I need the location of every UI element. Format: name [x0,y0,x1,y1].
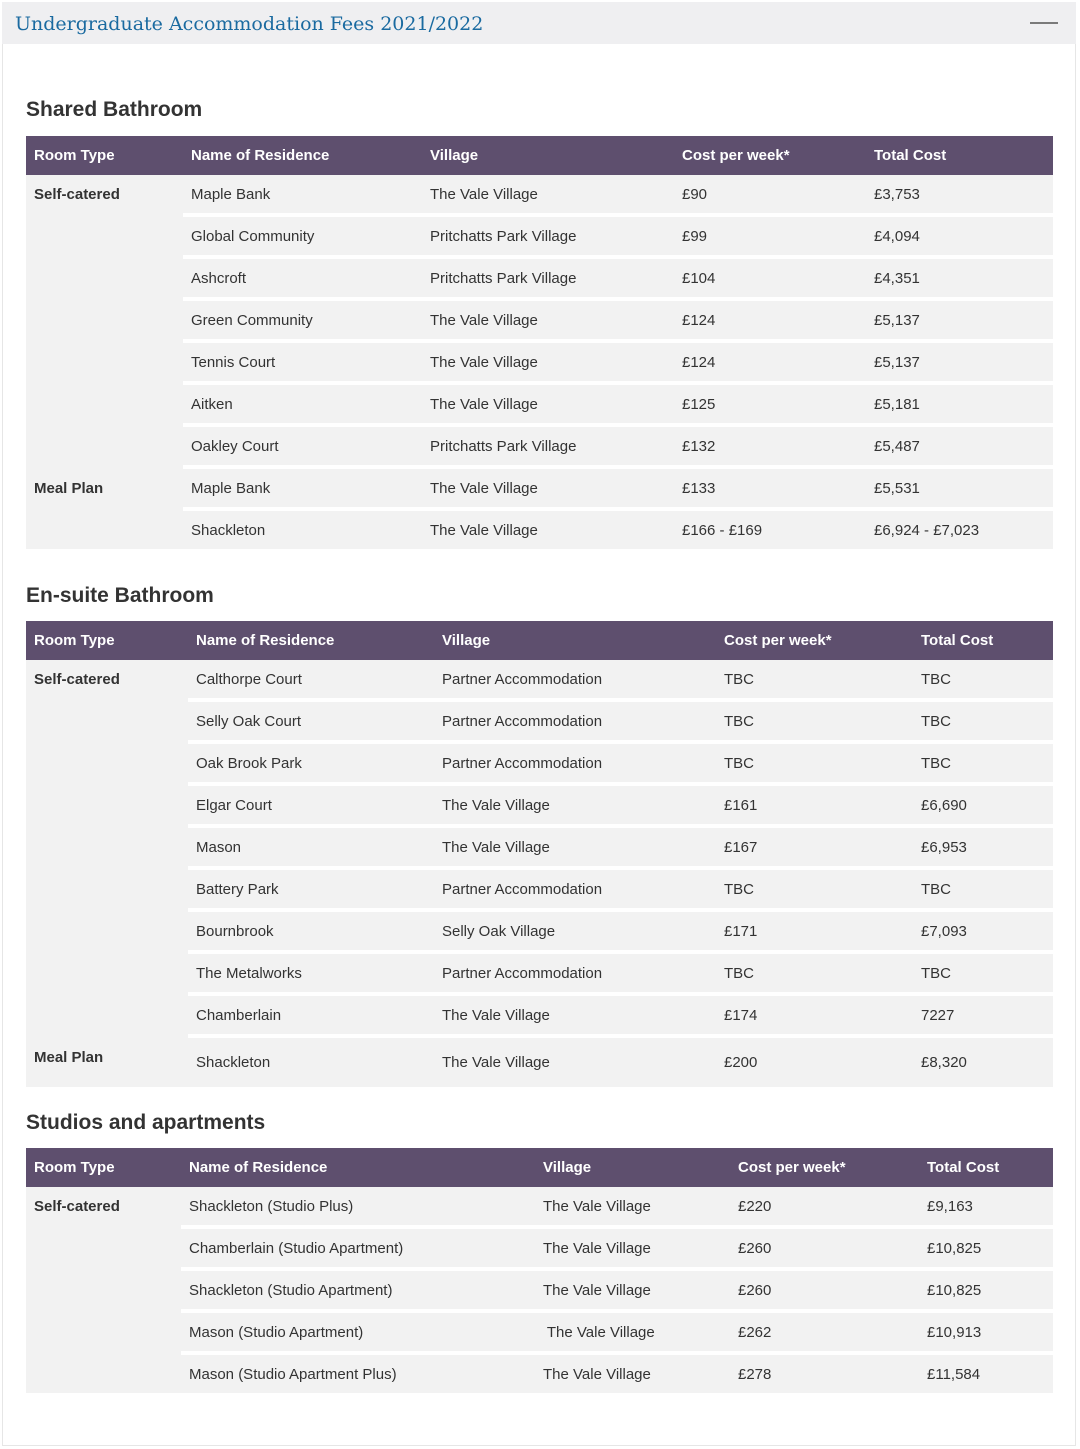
total-cost: £10,825 [919,1229,1053,1271]
cost-per-week: £125 [674,385,866,427]
total-cost: £8,320 [913,1038,1053,1087]
section-title-shared-bathroom: Shared Bathroom [26,98,203,121]
table-row [26,1038,1053,1087]
village-name: Pritchatts Park Village [422,427,674,469]
cost-per-week: TBC [716,744,913,786]
village-name: The Vale Village [422,385,674,427]
residence-name: Mason (Studio Apartment Plus) [181,1355,535,1393]
residence-name: Bournbrook [188,912,434,954]
total-cost: £5,137 [866,301,1053,343]
total-cost: £5,487 [866,427,1053,469]
column-header-village: Village [434,621,716,660]
residence-name: Maple Bank [183,469,422,511]
column-header-total-cost: Total Cost [919,1148,1053,1187]
table-row [26,660,1053,702]
village-name: The Vale Village [422,175,674,217]
column-header-residence: Name of Residence [181,1148,535,1187]
room-type-cell: Meal Plan [26,1038,188,1087]
village-name: Selly Oak Village [434,912,716,954]
section-title-en-suite-bathroom: En-suite Bathroom [26,584,214,607]
cost-per-week: £260 [730,1229,919,1271]
column-header-total-cost: Total Cost [913,621,1053,660]
column-header-cost-per-week: Cost per week* [716,621,913,660]
room-type-cell: Self-catered [26,1187,181,1393]
residence-name: Shackleton [183,511,422,549]
cost-per-week: TBC [716,702,913,744]
cost-per-week: £124 [674,301,866,343]
cost-per-week: £166 - £169 [674,511,866,549]
cost-per-week: £260 [730,1271,919,1313]
total-cost: £5,137 [866,343,1053,385]
cost-per-week: £278 [730,1355,919,1393]
residence-name: Calthorpe Court [188,660,434,702]
cost-per-week: £90 [674,175,866,217]
residence-name: Green Community [183,301,422,343]
total-cost: £3,753 [866,175,1053,217]
village-name: The Vale Village [434,786,716,828]
residence-name: Chamberlain (Studio Apartment) [181,1229,535,1271]
column-header-room-type: Room Type [26,136,183,175]
column-header-cost-per-week: Cost per week* [730,1148,919,1187]
village-name: The Vale Village [422,469,674,511]
residence-name: Global Community [183,217,422,259]
residence-name: Battery Park [188,870,434,912]
village-name: Partner Accommodation [434,870,716,912]
residence-name: Ashcroft [183,259,422,301]
cost-per-week: £132 [674,427,866,469]
cost-per-week: £200 [716,1038,913,1087]
residence-name: Shackleton [188,1038,434,1087]
residence-name: Elgar Court [188,786,434,828]
fees-table-shared-bathroom [26,136,1053,549]
residence-name: Shackleton (Studio Apartment) [181,1271,535,1313]
cost-per-week: £133 [674,469,866,511]
residence-name: Chamberlain [188,996,434,1038]
village-name: The Vale Village [535,1229,730,1271]
fees-table-studios-and-apartments [26,1148,1053,1393]
total-cost: £11,584 [919,1355,1053,1393]
total-cost: TBC [913,702,1053,744]
cost-per-week: £167 [716,828,913,870]
village-name: The Vale Village [434,1038,716,1087]
total-cost: 7227 [913,996,1053,1038]
total-cost: £6,924 - £7,023 [866,511,1053,549]
village-name: Partner Accommodation [434,702,716,744]
cost-per-week: £262 [730,1313,919,1355]
total-cost: TBC [913,660,1053,702]
cost-per-week: £104 [674,259,866,301]
column-header-village: Village [422,136,674,175]
table-row [26,1355,1053,1393]
cost-per-week: £171 [716,912,913,954]
room-type-cell: Self-catered [26,175,183,469]
total-cost: TBC [913,954,1053,996]
village-name: Pritchatts Park Village [422,217,674,259]
residence-name: Oak Brook Park [188,744,434,786]
residence-name: Selly Oak Court [188,702,434,744]
table-row [26,175,1053,217]
village-name: The Vale Village [422,511,674,549]
accordion-header[interactable] [2,2,946,44]
total-cost: £5,531 [866,469,1053,511]
village-name: Partner Accommodation [434,744,716,786]
village-name: The Vale Village [434,828,716,870]
cost-per-week: £99 [674,217,866,259]
village-name: The Vale Village [535,1187,730,1229]
table-row [26,1187,1053,1229]
total-cost: £5,181 [866,385,1053,427]
accordion-title: Undergraduate Accommodation Fees 2021/2022 [15,13,484,35]
cost-per-week: TBC [716,870,913,912]
total-cost: £10,913 [919,1313,1053,1355]
cost-per-week: TBC [716,660,913,702]
cost-per-week: £161 [716,786,913,828]
total-cost: £7,093 [913,912,1053,954]
room-type-cell: Self-catered [26,660,188,1038]
table-row [26,469,1053,511]
total-cost: TBC [913,870,1053,912]
cost-per-week: £174 [716,996,913,1038]
village-name: The Vale Village [422,343,674,385]
residence-name: Mason (Studio Apartment) [181,1313,535,1355]
total-cost: £4,094 [866,217,1053,259]
column-header-village: Village [535,1148,730,1187]
total-cost: TBC [913,744,1053,786]
column-header-cost-per-week: Cost per week* [674,136,866,175]
cost-per-week: TBC [716,954,913,996]
column-header-room-type: Room Type [26,621,188,660]
village-name: The Vale Village [535,1271,730,1313]
table-row [26,1313,1053,1355]
total-cost: £6,690 [913,786,1053,828]
village-name: The Vale Village [535,1355,730,1393]
column-header-residence: Name of Residence [188,621,434,660]
total-cost: £6,953 [913,828,1053,870]
table-row [26,1271,1053,1313]
residence-name: Mason [188,828,434,870]
residence-name: Shackleton (Studio Plus) [181,1187,535,1229]
collapse-icon[interactable] [1028,14,1060,30]
village-name: The Vale Village [434,996,716,1038]
total-cost: £10,825 [919,1271,1053,1313]
village-name: Pritchatts Park Village [422,259,674,301]
column-header-room-type: Room Type [26,1148,181,1187]
section-title-studios-and-apartments: Studios and apartments [26,1111,266,1134]
column-header-total-cost: Total Cost [866,136,1053,175]
village-name: Partner Accommodation [434,954,716,996]
residence-name: Maple Bank [183,175,422,217]
total-cost: £9,163 [919,1187,1053,1229]
village-name: The Vale Village [535,1313,730,1355]
residence-name: Oakley Court [183,427,422,469]
residence-name: The Metalworks [188,954,434,996]
total-cost: £4,351 [866,259,1053,301]
residence-name: Aitken [183,385,422,427]
fees-table-en-suite-bathroom [26,621,1053,1087]
column-header-residence: Name of Residence [183,136,422,175]
room-type-cell: Meal Plan [26,469,183,549]
village-name: Partner Accommodation [434,660,716,702]
cost-per-week: £124 [674,343,866,385]
residence-name: Tennis Court [183,343,422,385]
table-row [26,1229,1053,1271]
village-name: The Vale Village [422,301,674,343]
cost-per-week: £220 [730,1187,919,1229]
